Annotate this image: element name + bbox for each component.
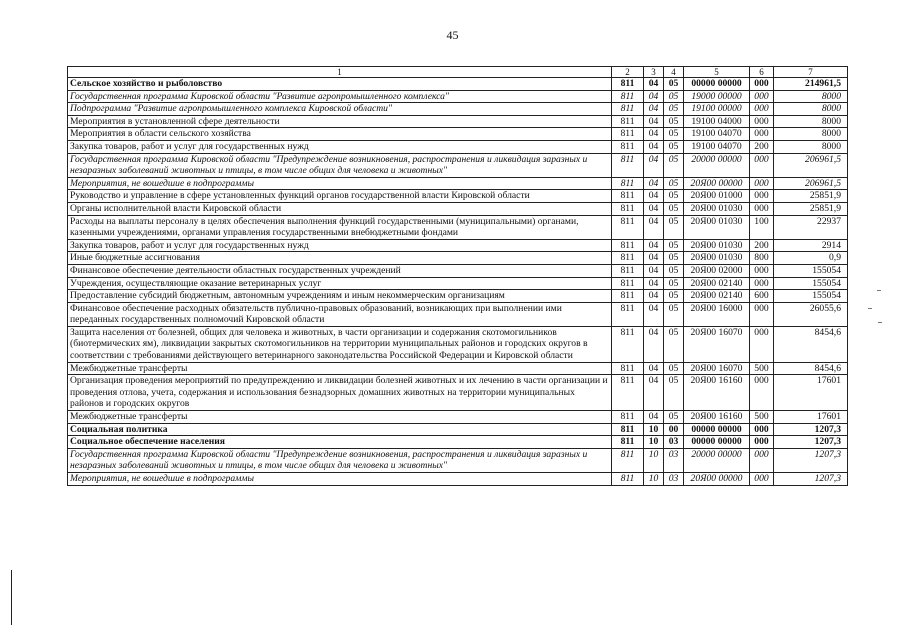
cell-col-7: 155054 — [774, 277, 848, 290]
header-col-2: 2 — [612, 67, 644, 78]
cell-col-3: 04 — [644, 115, 664, 128]
cell-col-2: 811 — [612, 140, 644, 153]
cell-col-6: 000 — [750, 423, 774, 436]
cell-col-4: 05 — [664, 362, 684, 375]
cell-col-2: 811 — [612, 90, 644, 103]
cell-col-4: 05 — [664, 202, 684, 215]
cell-col-5: 20Я00 01000 — [684, 190, 750, 203]
cell-col-6: 000 — [750, 448, 774, 472]
cell-col-6: 000 — [750, 436, 774, 449]
cell-col-7: 0,9 — [774, 252, 848, 265]
cell-name: Мероприятия, не вошедшие в подпрограммы — [68, 177, 612, 190]
margin-mark — [868, 308, 872, 309]
cell-col-5: 00000 00000 — [684, 436, 750, 449]
cell-col-3: 04 — [644, 215, 664, 239]
cell-col-7: 8454,6 — [774, 326, 848, 362]
cell-col-7: 2914 — [774, 239, 848, 252]
cell-col-3: 04 — [644, 103, 664, 116]
table-row — [68, 90, 848, 103]
cell-name: Государственная программа Кировской области "Развитие агропромышленного комплекса" — [68, 90, 612, 103]
cell-col-6: 000 — [750, 190, 774, 203]
cell-col-5: 19100 04070 — [684, 128, 750, 141]
cell-col-5: 19100 00000 — [684, 103, 750, 116]
cell-col-7: 8000 — [774, 140, 848, 153]
table-row — [68, 290, 848, 303]
cell-col-4: 05 — [664, 290, 684, 303]
cell-col-4: 05 — [664, 239, 684, 252]
cell-name: Закупка товаров, работ и услуг для государственных нужд — [68, 140, 612, 153]
cell-col-4: 05 — [664, 153, 684, 177]
cell-col-2: 811 — [612, 252, 644, 265]
cell-col-3: 04 — [644, 190, 664, 203]
cell-col-2: 811 — [612, 115, 644, 128]
cell-col-6: 000 — [750, 277, 774, 290]
cell-col-4: 03 — [664, 473, 684, 486]
table-row — [68, 103, 848, 116]
cell-name: Мероприятия в области сельского хозяйства — [68, 128, 612, 141]
cell-col-2: 811 — [612, 215, 644, 239]
cell-col-2: 811 — [612, 448, 644, 472]
cell-name: Органы исполнительной власти Кировской области — [68, 202, 612, 215]
table-row — [68, 277, 848, 290]
cell-col-4: 05 — [664, 215, 684, 239]
cell-col-7: 8000 — [774, 115, 848, 128]
cell-col-4: 05 — [664, 252, 684, 265]
table-row — [68, 473, 848, 486]
cell-col-4: 05 — [664, 302, 684, 326]
cell-col-2: 811 — [612, 202, 644, 215]
cell-col-6: 000 — [750, 375, 774, 411]
cell-col-3: 10 — [644, 473, 664, 486]
cell-col-6: 000 — [750, 78, 774, 91]
cell-col-2: 811 — [612, 239, 644, 252]
cell-col-5: 20Я00 02140 — [684, 277, 750, 290]
table-row — [68, 448, 848, 472]
cell-col-6: 000 — [750, 128, 774, 141]
cell-col-5: 20000 00000 — [684, 448, 750, 472]
cell-col-6: 000 — [750, 302, 774, 326]
cell-col-6: 000 — [750, 153, 774, 177]
cell-col-5: 20Я00 16000 — [684, 302, 750, 326]
cell-col-5: 20Я00 00000 — [684, 473, 750, 486]
table-row — [68, 326, 848, 362]
cell-col-3: 04 — [644, 290, 664, 303]
cell-col-6: 500 — [750, 362, 774, 375]
cell-col-7: 214961,5 — [774, 78, 848, 91]
table-row — [68, 302, 848, 326]
table-body — [68, 67, 848, 486]
cell-col-7: 8000 — [774, 128, 848, 141]
cell-col-7: 1207,3 — [774, 473, 848, 486]
table-row — [68, 362, 848, 375]
cell-col-2: 811 — [612, 78, 644, 91]
cell-col-2: 811 — [612, 153, 644, 177]
cell-col-4: 05 — [664, 103, 684, 116]
cell-col-5: 00000 00000 — [684, 78, 750, 91]
margin-mark — [877, 290, 881, 291]
cell-col-5: 00000 00000 — [684, 423, 750, 436]
margin-line — [11, 570, 12, 625]
cell-col-3: 04 — [644, 252, 664, 265]
cell-col-3: 04 — [644, 153, 664, 177]
cell-col-5: 20Я00 16160 — [684, 411, 750, 424]
table-row — [68, 140, 848, 153]
cell-col-2: 811 — [612, 190, 644, 203]
cell-col-2: 811 — [612, 264, 644, 277]
cell-col-5: 20Я00 01030 — [684, 239, 750, 252]
cell-col-7: 17601 — [774, 375, 848, 411]
cell-col-4: 05 — [664, 190, 684, 203]
cell-name: Государственная программа Кировской области "Предупреждение возникновения, распространения и ликвидация заразных и незаразных заболеваний животных и птицы, в том числе общих для человека и животных" — [68, 153, 612, 177]
cell-col-5: 19100 04070 — [684, 140, 750, 153]
cell-col-6: 000 — [750, 103, 774, 116]
cell-col-7: 155054 — [774, 264, 848, 277]
table-row — [68, 153, 848, 177]
cell-col-2: 811 — [612, 277, 644, 290]
cell-col-7: 22937 — [774, 215, 848, 239]
cell-col-2: 811 — [612, 128, 644, 141]
cell-col-6: 000 — [750, 90, 774, 103]
table-row — [68, 202, 848, 215]
header-row — [68, 67, 848, 78]
cell-col-2: 811 — [612, 411, 644, 424]
cell-name: Расходы на выплаты персоналу в целях обеспечения выполнения функций государственными (муниципальными) органами, казенными учреждениями, органами управления государственными внебюджетными фондами — [68, 215, 612, 239]
cell-col-3: 10 — [644, 448, 664, 472]
table-row — [68, 128, 848, 141]
header-col-6: 6 — [750, 67, 774, 78]
cell-col-6: 000 — [750, 115, 774, 128]
table-row — [68, 78, 848, 91]
table-row — [68, 215, 848, 239]
cell-col-5: 20Я00 01030 — [684, 252, 750, 265]
cell-col-2: 811 — [612, 375, 644, 411]
cell-col-6: 000 — [750, 202, 774, 215]
table-row — [68, 264, 848, 277]
cell-col-3: 04 — [644, 362, 664, 375]
cell-col-6: 000 — [750, 264, 774, 277]
cell-col-6: 200 — [750, 140, 774, 153]
header-col-4: 4 — [664, 67, 684, 78]
cell-col-4: 03 — [664, 436, 684, 449]
cell-col-5: 20Я00 16070 — [684, 362, 750, 375]
page-number: 45 — [446, 28, 459, 42]
cell-col-3: 04 — [644, 140, 664, 153]
cell-col-4: 05 — [664, 277, 684, 290]
cell-col-6: 100 — [750, 215, 774, 239]
cell-col-3: 04 — [644, 239, 664, 252]
cell-col-2: 811 — [612, 103, 644, 116]
cell-name: Организация проведения мероприятий по предупреждению и ликвидации болезней животных и их лечению в части организации и проведения отлова, учета, содержания и использования безнадзорных домашних животных на территории муниципальных районов и городских округов — [68, 375, 612, 411]
cell-col-7: 155054 — [774, 290, 848, 303]
margin-mark — [878, 322, 882, 323]
cell-col-2: 811 — [612, 302, 644, 326]
cell-col-2: 811 — [612, 473, 644, 486]
cell-col-4: 05 — [664, 115, 684, 128]
cell-col-7: 206961,5 — [774, 153, 848, 177]
cell-name: Руководство и управление в сфере установленных функций органов государственной власти Кировской области — [68, 190, 612, 203]
cell-col-7: 8000 — [774, 90, 848, 103]
cell-col-7: 25851,9 — [774, 202, 848, 215]
cell-col-7: 1207,3 — [774, 448, 848, 472]
cell-name: Межбюджетные трансферты — [68, 411, 612, 424]
cell-col-7: 17601 — [774, 411, 848, 424]
header-col-7: 7 — [774, 67, 848, 78]
header-col-5: 5 — [684, 67, 750, 78]
cell-col-7: 1207,3 — [774, 436, 848, 449]
cell-col-3: 04 — [644, 90, 664, 103]
cell-col-7: 25851,9 — [774, 190, 848, 203]
cell-col-2: 811 — [612, 423, 644, 436]
cell-name: Мероприятия в установленной сфере деятельности — [68, 115, 612, 128]
cell-col-7: 26055,6 — [774, 302, 848, 326]
cell-col-2: 811 — [612, 290, 644, 303]
cell-col-6: 600 — [750, 290, 774, 303]
cell-col-4: 05 — [664, 128, 684, 141]
cell-col-4: 00 — [664, 423, 684, 436]
cell-name: Финансовое обеспечение деятельности областных государственных учреждений — [68, 264, 612, 277]
cell-col-3: 04 — [644, 302, 664, 326]
table-row — [68, 190, 848, 203]
cell-name: Финансовое обеспечение расходных обязательств публично-правовых образований, возникающих при выполнении ими переданных государственных полномочий Кировской области — [68, 302, 612, 326]
table-row — [68, 239, 848, 252]
cell-name: Подпрограмма "Развитие агропромышленного комплекса Кировской области" — [68, 103, 612, 116]
cell-col-5: 20Я00 16160 — [684, 375, 750, 411]
cell-col-5: 20Я00 02140 — [684, 290, 750, 303]
cell-col-4: 05 — [664, 78, 684, 91]
table-row — [68, 411, 848, 424]
cell-col-3: 04 — [644, 411, 664, 424]
cell-col-7: 1207,3 — [774, 423, 848, 436]
cell-name: Учреждения, осуществляющие оказание ветеринарных услуг — [68, 277, 612, 290]
cell-col-3: 10 — [644, 423, 664, 436]
cell-col-3: 04 — [644, 326, 664, 362]
cell-col-5: 20Я00 00000 — [684, 177, 750, 190]
cell-col-3: 04 — [644, 128, 664, 141]
cell-col-4: 05 — [664, 90, 684, 103]
cell-name: Сельское хозяйство и рыболовство — [68, 78, 612, 91]
cell-col-3: 04 — [644, 277, 664, 290]
cell-col-3: 04 — [644, 78, 664, 91]
cell-col-3: 04 — [644, 264, 664, 277]
table-row — [68, 115, 848, 128]
cell-col-4: 05 — [664, 177, 684, 190]
cell-col-6: 500 — [750, 411, 774, 424]
cell-name: Иные бюджетные ассигнования — [68, 252, 612, 265]
header-col-3: 3 — [644, 67, 664, 78]
cell-name: Мероприятия, не вошедшие в подпрограммы — [68, 473, 612, 486]
cell-col-5: 20Я00 01030 — [684, 215, 750, 239]
header-col-1: 1 — [68, 67, 612, 78]
cell-name: Защита населения от болезней, общих для человека и животных, в части организации и содержания скотомогильников (биотермических ям), ликвидации закрытых скотомогильников на территории муниципальных районов и городских округов в соответствии с требованиями действующего ветеринарного законодательства Российской Федерации и Кировской области — [68, 326, 612, 362]
cell-col-6: 000 — [750, 326, 774, 362]
cell-col-6: 000 — [750, 177, 774, 190]
cell-col-6: 200 — [750, 239, 774, 252]
cell-col-4: 05 — [664, 140, 684, 153]
cell-col-3: 04 — [644, 177, 664, 190]
cell-col-4: 05 — [664, 264, 684, 277]
cell-col-5: 20Я00 02000 — [684, 264, 750, 277]
cell-col-5: 20000 00000 — [684, 153, 750, 177]
cell-col-7: 8000 — [774, 103, 848, 116]
cell-col-2: 811 — [612, 177, 644, 190]
cell-name: Социальное обеспечение населения — [68, 436, 612, 449]
cell-col-7: 8454,6 — [774, 362, 848, 375]
cell-col-5: 19000 00000 — [684, 90, 750, 103]
table-row — [68, 375, 848, 411]
cell-name: Межбюджетные трансферты — [68, 362, 612, 375]
table-row — [68, 252, 848, 265]
cell-col-4: 05 — [664, 375, 684, 411]
cell-col-3: 10 — [644, 436, 664, 449]
cell-col-6: 000 — [750, 473, 774, 486]
cell-col-2: 811 — [612, 436, 644, 449]
cell-name: Предоставление субсидий бюджетным, автономным учреждениям и иным некоммерческим организациям — [68, 290, 612, 303]
cell-col-2: 811 — [612, 362, 644, 375]
table-row — [68, 436, 848, 449]
cell-name: Государственная программа Кировской области "Предупреждение возникновения, распространения и ликвидация заразных и незаразных заболеваний животных и птицы, в том числе общих для человека и животных" — [68, 448, 612, 472]
cell-col-3: 04 — [644, 202, 664, 215]
cell-col-4: 05 — [664, 411, 684, 424]
cell-col-4: 05 — [664, 326, 684, 362]
table-row — [68, 423, 848, 436]
budget-table — [67, 66, 848, 486]
cell-col-7: 206961,5 — [774, 177, 848, 190]
cell-col-2: 811 — [612, 326, 644, 362]
cell-col-5: 20Я00 16070 — [684, 326, 750, 362]
cell-col-4: 03 — [664, 448, 684, 472]
cell-name: Закупка товаров, работ и услуг для государственных нужд — [68, 239, 612, 252]
cell-col-3: 04 — [644, 375, 664, 411]
cell-col-6: 800 — [750, 252, 774, 265]
cell-col-5: 19100 04000 — [684, 115, 750, 128]
table-row — [68, 177, 848, 190]
cell-col-5: 20Я00 01030 — [684, 202, 750, 215]
cell-name: Социальная политика — [68, 423, 612, 436]
